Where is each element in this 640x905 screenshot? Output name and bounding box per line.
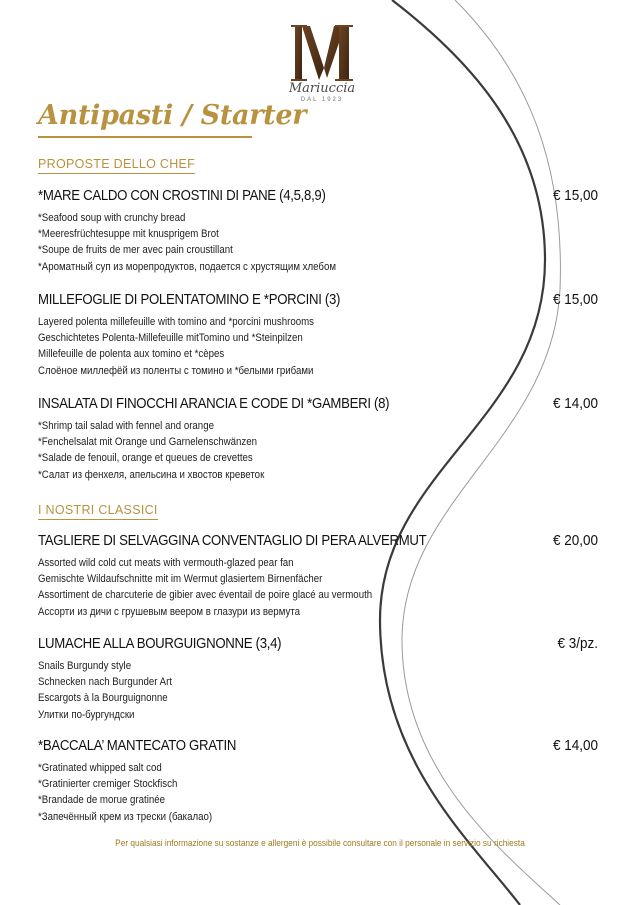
- dish-translation: *Soupe de fruits de mer avec pain croustillant: [38, 244, 233, 257]
- dish-name: LUMACHE ALLA BOURGUIGNONNE (3,4): [38, 635, 282, 652]
- dish-name: TAGLIERE DI SELVAGGINA CONVENTAGLIO DI PERA ALVERMUT: [38, 532, 427, 549]
- dish-translation: Layered polenta millefeuille with tomino and *porcini mushrooms: [38, 316, 315, 328]
- dish-translation: *Salade de fenouil, orange et queues de crevettes: [38, 452, 253, 465]
- dish-translation: *Ароматный суп из морепродуктов, подается с хрустящим хлебом: [38, 260, 337, 273]
- dish-translation: Snails Burgundy style: [38, 660, 132, 672]
- dish-translation: *Seafood soup with crunchy bread: [38, 212, 186, 224]
- dish-translation: Geschichtetes Polenta-Millefeuille mitTomino und *Steinpilzen: [38, 332, 303, 345]
- menu-item: [38, 532, 598, 620]
- page-title: Antipasti / Starter: [38, 100, 307, 131]
- dish-name: INSALATA DI FINOCCHI ARANCIA E CODE DI *GAMBERI (8): [38, 395, 390, 412]
- dish-translation: Ассорти из дичи с грушевым веером в глазури из вермута: [38, 605, 301, 618]
- logo-name: Mariuccia: [288, 81, 356, 96]
- section-underline: [38, 519, 158, 520]
- dish-price: € 15,00: [552, 291, 598, 308]
- dish-translation: *Gratinierter cremiger Stockfisch: [38, 778, 178, 791]
- section-label-classics: [38, 503, 158, 520]
- dish-name: MILLEFOGLIE DI POLENTATOMINO E *PORCINI (3): [38, 291, 341, 308]
- title-underline: [38, 136, 252, 138]
- logo-since: DAL 1923: [300, 97, 344, 103]
- section-label-text: PROPOSTE DELLO CHEF: [38, 157, 196, 171]
- menu-item: [38, 395, 598, 483]
- dish-translation: Escargots à la Bourguignonne: [38, 692, 168, 705]
- dish-translation: Слоёное миллефёй из поленты с томино и *белыми грибами: [38, 364, 314, 377]
- menu-item: [38, 187, 598, 275]
- logo-m-mark: [291, 24, 353, 82]
- dish-translation: *Meeresfrüchtesuppe mit knusprigem Brot: [38, 228, 219, 241]
- dish-translation: *Brandade de morue gratinée: [38, 794, 166, 807]
- menu-item: [38, 291, 598, 379]
- menu-item: [38, 635, 598, 723]
- dish-price: € 14,00: [552, 395, 598, 412]
- dish-translation: *Запечённый крем из трески (бакалао): [38, 810, 213, 823]
- menu-item: [38, 737, 598, 825]
- section-label-chef: [38, 157, 195, 174]
- dish-translation: Assortiment de charcuterie de gibier avec éventail de poire glacé au vermouth: [38, 589, 373, 602]
- section-label-text: I NOSTRI CLASSICI: [38, 503, 158, 517]
- dish-translation: Millefeuille de polenta aux tomino et *cèpes: [38, 348, 225, 361]
- allergen-footer-note: Per qualsiasi informazione su sostanze e allergeni è possibile consultare con il personale in servizio su richiesta: [115, 838, 525, 848]
- restaurant-logo: [280, 24, 364, 104]
- dish-translation: Gemischte Wildaufschnitte mit im Wermut glasiertem Birnenfächer: [38, 573, 323, 586]
- dish-translation: *Салат из фенхеля, апельсина и хвостов креветок: [38, 468, 265, 481]
- dish-name: *BACCALA’ MANTECATO GRATIN: [38, 737, 237, 754]
- dish-translation: Assorted wild cold cut meats with vermouth-glazed pear fan: [38, 557, 294, 569]
- dish-translation: Улитки по-бургундски: [38, 708, 135, 721]
- dish-price: € 15,00: [552, 187, 598, 204]
- dish-translation: Schnecken nach Burgunder Art: [38, 676, 172, 689]
- dish-price: € 3/pz.: [557, 635, 598, 652]
- section-underline: [38, 173, 195, 174]
- dish-translation: *Gratinated whipped salt cod: [38, 762, 162, 774]
- dish-translation: *Shrimp tail salad with fennel and orange: [38, 420, 214, 432]
- dish-price: € 20,00: [552, 532, 598, 549]
- dish-translation: *Fenchelsalat mit Orange und Garnelenschwänzen: [38, 436, 258, 449]
- dish-name: *MARE CALDO CON CROSTINI DI PANE (4,5,8,9): [38, 187, 326, 204]
- dish-price: € 14,00: [552, 737, 598, 754]
